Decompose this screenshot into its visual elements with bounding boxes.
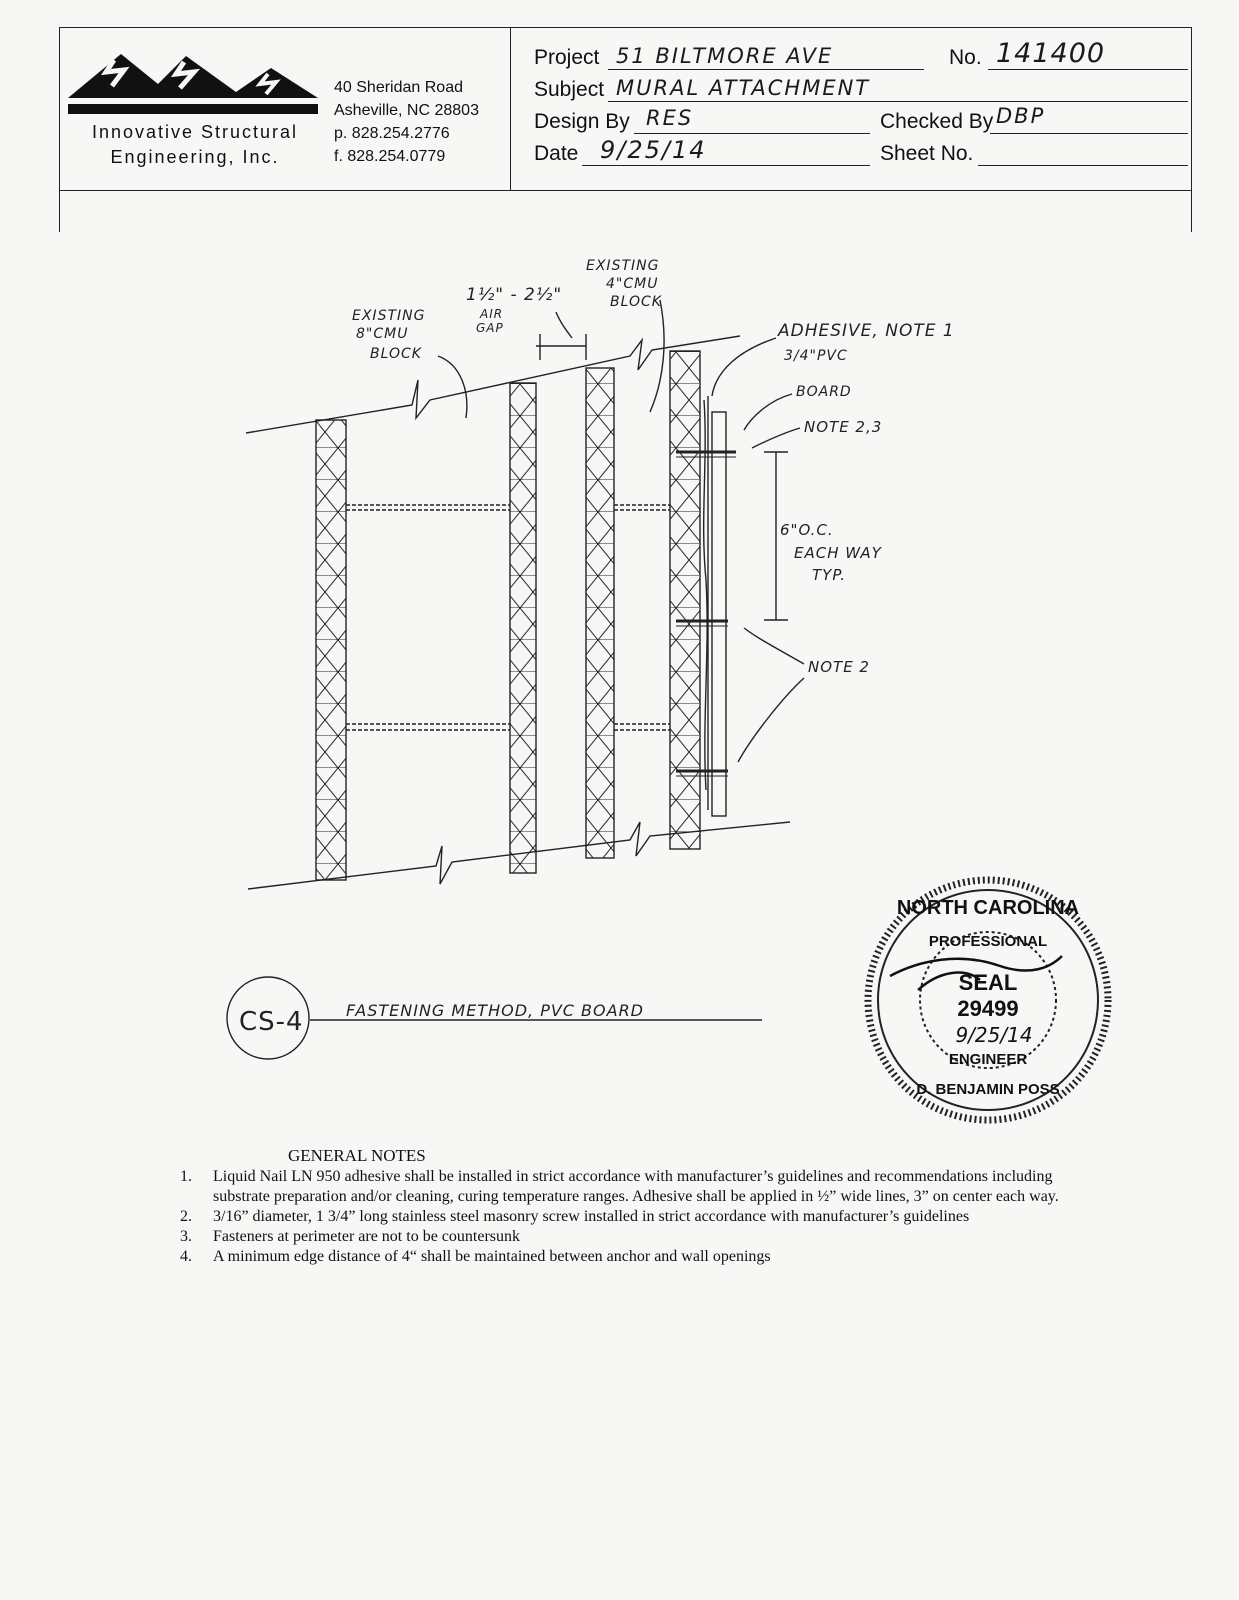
label-4in-line2: 4"CMU bbox=[606, 276, 659, 292]
engineer-seal bbox=[868, 880, 1108, 1120]
note-number: 1. bbox=[180, 1168, 192, 1185]
no-underline bbox=[988, 69, 1188, 70]
checked-by-underline bbox=[990, 133, 1188, 134]
detail-drawing bbox=[0, 230, 1239, 1130]
subject-underline bbox=[608, 101, 1188, 102]
design-by-underline bbox=[634, 133, 870, 134]
gap-dimension: 1½" - 2½" bbox=[466, 285, 563, 305]
cmu-4in-wall bbox=[586, 351, 700, 858]
note-item bbox=[170, 1207, 1100, 1227]
note-number: 3. bbox=[180, 1228, 192, 1245]
adhesive-label: ADHESIVE, NOTE 1 bbox=[778, 321, 955, 341]
label-8in-line2: 8"CMU bbox=[356, 326, 409, 342]
company-logo-icon bbox=[66, 42, 318, 120]
sheet-no-label: Sheet No. bbox=[880, 142, 974, 165]
seal-date: 9/25/14 bbox=[955, 1023, 1033, 1047]
project-label: Project bbox=[534, 46, 600, 69]
company-name bbox=[66, 120, 324, 170]
label-4in-line3: BLOCK bbox=[610, 294, 662, 310]
note-item bbox=[170, 1227, 1100, 1247]
company-line-2: Engineering, Inc. bbox=[110, 147, 280, 167]
project-value: 51 BILTMORE AVE bbox=[616, 44, 834, 68]
gap-label-line2: GAP bbox=[476, 321, 504, 335]
note-text: A minimum edge distance of 4“ shall be maintained between anchor and wall openings bbox=[213, 1248, 771, 1265]
address-line-2: Asheville, NC 28803 bbox=[334, 102, 479, 119]
seal-name: D. BENJAMIN POSS bbox=[916, 1081, 1060, 1098]
note-item bbox=[170, 1247, 1100, 1267]
title-block-divider bbox=[510, 28, 511, 190]
date-label: Date bbox=[534, 142, 579, 165]
cmu-8in-wall bbox=[316, 383, 536, 880]
project-underline bbox=[608, 69, 924, 70]
checked-by-label: Checked By bbox=[880, 110, 994, 133]
note23-label: NOTE 2,3 bbox=[804, 418, 883, 436]
gap-label-line1: AIR bbox=[480, 307, 504, 321]
date-value: 9/25/14 bbox=[600, 136, 707, 164]
spacing-line1: 6"O.C. bbox=[780, 521, 834, 539]
subject-value: MURAL ATTACHMENT bbox=[616, 76, 871, 100]
seal-number: 29499 bbox=[957, 996, 1019, 1021]
label-4in-line1: EXISTING bbox=[586, 258, 660, 274]
pvc-label-line2: BOARD bbox=[796, 384, 852, 400]
note-item bbox=[170, 1167, 1100, 1207]
label-8in-line1: EXISTING bbox=[352, 308, 426, 324]
no-value: 141400 bbox=[996, 38, 1106, 69]
design-by-value: RES bbox=[646, 106, 694, 130]
seal-professional: PROFESSIONAL bbox=[928, 933, 1048, 950]
address-line-1: 40 Sheridan Road bbox=[334, 79, 463, 96]
spacing-line3: TYP. bbox=[812, 566, 847, 584]
detail-title: FASTENING METHOD, PVC BOARD bbox=[346, 1001, 644, 1020]
note2-label: NOTE 2 bbox=[808, 658, 870, 676]
note-number: 4. bbox=[180, 1248, 192, 1265]
spacing-line2: EACH WAY bbox=[794, 544, 882, 562]
checked-by-value: DBP bbox=[996, 104, 1046, 128]
fax-number: f. 828.254.0779 bbox=[334, 148, 446, 165]
label-8in-line3: BLOCK bbox=[370, 346, 422, 362]
sheet-no-underline bbox=[978, 165, 1188, 166]
title-block bbox=[59, 27, 1192, 232]
note-number: 2. bbox=[180, 1208, 192, 1225]
notes-title: GENERAL NOTES bbox=[288, 1146, 426, 1165]
phone-number: p. 828.254.2776 bbox=[334, 125, 450, 142]
company-address bbox=[334, 76, 479, 168]
note-text: Liquid Nail LN 950 adhesive shall be installed in strict accordance with manufacturer’s guidelines and recommendations including substrate preparation and/or cleaning, curing temperature ranges. Adhesive shall be applied in ½” wide lines, 3” on center each way. bbox=[213, 1168, 1059, 1205]
detail-id: CS-4 bbox=[239, 1007, 304, 1037]
note-text: Fasteners at perimeter are not to be countersunk bbox=[213, 1228, 520, 1245]
design-by-label: Design By bbox=[534, 110, 630, 133]
seal-engineer: ENGINEER bbox=[948, 1051, 1028, 1068]
seal-word: SEAL bbox=[958, 970, 1018, 995]
pvc-label-line1: 3/4"PVC bbox=[784, 348, 848, 364]
general-notes bbox=[170, 1146, 1100, 1267]
company-line-1: Innovative Structural bbox=[91, 122, 299, 142]
subject-label: Subject bbox=[534, 78, 605, 101]
date-underline bbox=[582, 165, 870, 166]
seal-state: NORTH CAROLINA bbox=[896, 897, 1080, 919]
no-label: No. bbox=[949, 46, 982, 69]
note-text: 3/16” diameter, 1 3/4” long stainless steel masonry screw installed in strict accordance with manufacturer’s guidelines bbox=[213, 1208, 970, 1225]
